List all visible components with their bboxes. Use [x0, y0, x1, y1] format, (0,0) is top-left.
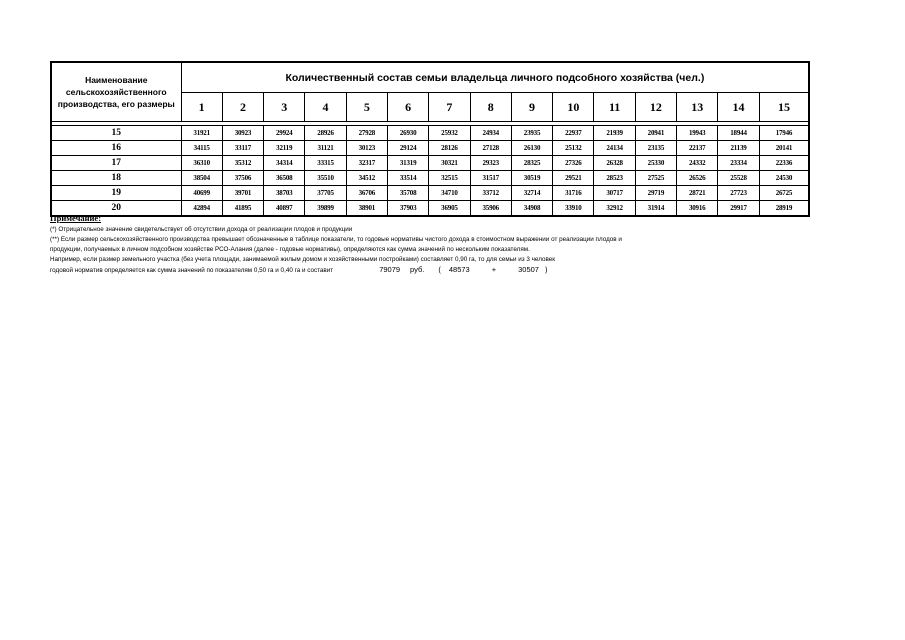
family-size-col-1: 1	[181, 93, 222, 122]
calc-close-paren: )	[544, 265, 548, 274]
table-cell: 28919	[759, 201, 809, 217]
table-cell: 32714	[511, 186, 552, 201]
calc-unit: руб.	[410, 265, 425, 274]
family-size-col-3: 3	[264, 93, 305, 122]
table-cell: 29917	[718, 201, 759, 217]
table-cell: 23935	[511, 126, 552, 141]
note-line-4: Например, если размер земельного участка (без учета площади, занимаемой жилым домом и хозяйственными постройками) составляет 0,90 га, то для семьи из 3 человек	[50, 256, 556, 263]
table-cell: 28926	[305, 126, 346, 141]
table-cell: 26725	[759, 186, 809, 201]
table-cell: 40699	[181, 186, 222, 201]
table-cell: 29124	[387, 141, 428, 156]
family-size-col-2: 2	[222, 93, 263, 122]
row-label: 17	[51, 156, 181, 171]
table-cell: 25132	[553, 141, 594, 156]
table-row	[51, 186, 809, 201]
table-cell: 30123	[346, 141, 387, 156]
table-cell: 30717	[594, 186, 635, 201]
note-line-2: (**) Если размер сельскохозяйственного производства превышает обозначенные в таблице показатели, то годовые нормативы чистого дохода в стоимостном выражении от реализации плодов и	[50, 236, 622, 243]
family-size-col-15: 15	[759, 93, 809, 122]
table-cell: 30916	[677, 201, 718, 217]
table-cell: 37506	[222, 171, 263, 186]
table-cell: 35312	[222, 156, 263, 171]
table-cell: 24934	[470, 126, 511, 141]
note-line-1: (*) Отрицательное значение свидетельствует об отсутствии дохода от реализации плодов и продукции	[50, 226, 353, 233]
table-cell: 31319	[387, 156, 428, 171]
table-row	[51, 171, 809, 186]
table-cell: 39899	[305, 201, 346, 217]
table-cell: 34710	[429, 186, 470, 201]
table-row	[51, 126, 809, 141]
table-cell: 40897	[264, 201, 305, 217]
table-cell: 26526	[677, 171, 718, 186]
note-line-3: продукции, получаемых в личном подсобном хозяйстве РСО-Алания (далее - годовые нормативы), определяются как сумма значений по нескольким показателям.	[50, 246, 530, 253]
family-size-col-14: 14	[718, 93, 759, 122]
table-cell: 41895	[222, 201, 263, 217]
table-cell: 20941	[635, 126, 676, 141]
table-cell: 30519	[511, 171, 552, 186]
table-cell: 37705	[305, 186, 346, 201]
family-size-col-4: 4	[305, 93, 346, 122]
table-cell: 28325	[511, 156, 552, 171]
table-cell: 25932	[429, 126, 470, 141]
table-cell: 36310	[181, 156, 222, 171]
notes-section	[50, 213, 820, 276]
table-cell: 28126	[429, 141, 470, 156]
table-cell: 27326	[553, 156, 594, 171]
table-cell: 27128	[470, 141, 511, 156]
family-size-col-12: 12	[635, 93, 676, 122]
table-cell: 33315	[305, 156, 346, 171]
table-cell: 32515	[429, 171, 470, 186]
table-cell: 36905	[429, 201, 470, 217]
table-cell: 39701	[222, 186, 263, 201]
table-cell: 24332	[677, 156, 718, 171]
calc-addend-a: 48573	[448, 265, 470, 274]
family-size-col-10: 10	[553, 93, 594, 122]
table-cell: 32119	[264, 141, 305, 156]
table-cell: 38703	[264, 186, 305, 201]
table-cell: 31921	[181, 126, 222, 141]
table-cell: 31517	[470, 171, 511, 186]
table-cell: 32317	[346, 156, 387, 171]
income-table	[50, 61, 810, 217]
table-cell: 25330	[635, 156, 676, 171]
calc-addend-b: 30507	[518, 265, 539, 274]
table-cell: 18944	[718, 126, 759, 141]
table-cell: 33514	[387, 171, 428, 186]
table-cell: 27723	[718, 186, 759, 201]
table-cell: 29323	[470, 156, 511, 171]
table-cell: 19943	[677, 126, 718, 141]
table-body	[51, 122, 809, 217]
table-cell: 22336	[759, 156, 809, 171]
table-cell: 30321	[429, 156, 470, 171]
table-cell: 33712	[470, 186, 511, 201]
table-cell: 29521	[553, 171, 594, 186]
table-cell: 34908	[511, 201, 552, 217]
table-cell: 37903	[387, 201, 428, 217]
table-cell: 24530	[759, 171, 809, 186]
family-size-col-6: 6	[387, 93, 428, 122]
table-cell: 38504	[181, 171, 222, 186]
table-cell: 24134	[594, 141, 635, 156]
table-cell: 20141	[759, 141, 809, 156]
table-cell: 22137	[677, 141, 718, 156]
calc-plus: +	[491, 265, 497, 274]
table-cell: 36706	[346, 186, 387, 201]
table-title: Количественный состав семьи владельца личного подсобного хозяйства (чел.)	[181, 62, 809, 93]
table-row	[51, 141, 809, 156]
table-cell: 28523	[594, 171, 635, 186]
row-label: 18	[51, 171, 181, 186]
data-sheet	[50, 61, 808, 217]
family-size-col-8: 8	[470, 93, 511, 122]
table-row	[51, 156, 809, 171]
calc-total: 79079	[379, 265, 401, 274]
family-size-col-5: 5	[346, 93, 387, 122]
table-cell: 23135	[635, 141, 676, 156]
table-cell: 26930	[387, 126, 428, 141]
table-cell: 30923	[222, 126, 263, 141]
table-cell: 42894	[181, 201, 222, 217]
row-label: 15	[51, 126, 181, 141]
table-cell: 21939	[594, 126, 635, 141]
table-cell: 29924	[264, 126, 305, 141]
table-cell: 31716	[553, 186, 594, 201]
table-cell: 23334	[718, 156, 759, 171]
table-cell: 21139	[718, 141, 759, 156]
family-size-col-11: 11	[594, 93, 635, 122]
note-line-5	[50, 265, 820, 276]
table-cell: 27928	[346, 126, 387, 141]
corner-header: Наименование сельскохозяйственного производства, его размеры	[51, 62, 181, 122]
table-cell: 35906	[470, 201, 511, 217]
calc-description: годовой норматив определяется как сумма значений по показателям 0,50 га и 0,40 га и составит	[50, 267, 334, 274]
table-cell: 34512	[346, 171, 387, 186]
table-cell: 35510	[305, 171, 346, 186]
table-cell: 34314	[264, 156, 305, 171]
notes-title: Примечание:	[50, 213, 102, 223]
table-cell: 17946	[759, 126, 809, 141]
table-cell: 38901	[346, 201, 387, 217]
table-cell: 32912	[594, 201, 635, 217]
table-cell: 22937	[553, 126, 594, 141]
table-cell: 33117	[222, 141, 263, 156]
table-cell: 29719	[635, 186, 676, 201]
family-size-col-7: 7	[429, 93, 470, 122]
table-cell: 36508	[264, 171, 305, 186]
table-cell: 31914	[635, 201, 676, 217]
table-cell: 33910	[553, 201, 594, 217]
row-label: 20	[51, 201, 181, 217]
table-cell: 26130	[511, 141, 552, 156]
calc-open-paren: (	[438, 265, 441, 274]
family-size-col-13: 13	[677, 93, 718, 122]
family-size-col-9: 9	[511, 93, 552, 122]
table-cell: 35708	[387, 186, 428, 201]
table-cell: 28721	[677, 186, 718, 201]
row-label: 19	[51, 186, 181, 201]
table-cell: 31121	[305, 141, 346, 156]
table-cell: 27525	[635, 171, 676, 186]
table-cell: 26328	[594, 156, 635, 171]
table-cell: 25528	[718, 171, 759, 186]
table-cell: 34115	[181, 141, 222, 156]
row-label: 16	[51, 141, 181, 156]
